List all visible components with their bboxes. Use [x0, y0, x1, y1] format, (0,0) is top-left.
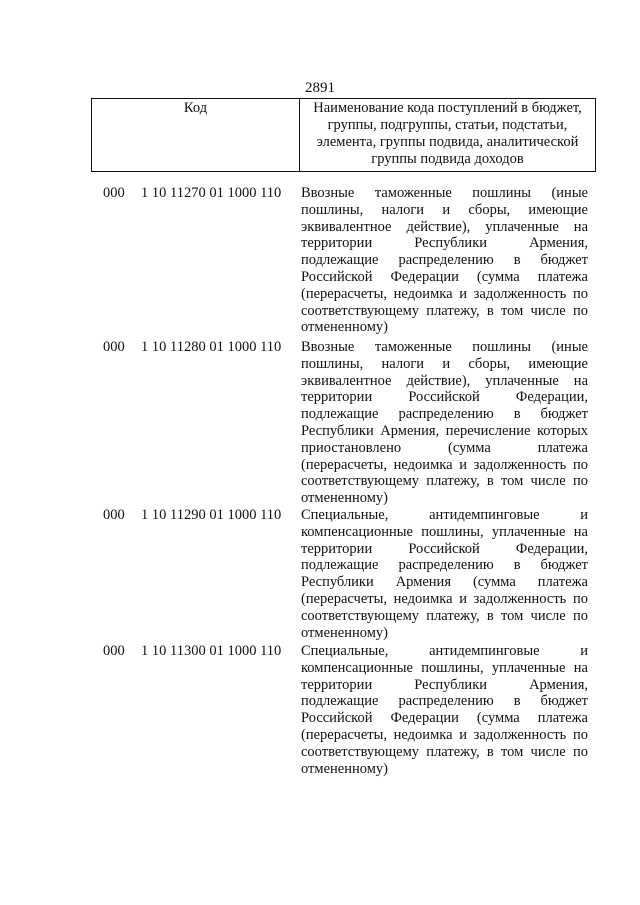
description-line: подлежащие распределению в бюджет — [301, 693, 588, 710]
page-number: 2891 — [305, 80, 335, 96]
description-line: компенсационные пошлины, уплаченные на — [301, 659, 588, 676]
description-line: Российской Федерации (сумма платежа — [301, 268, 588, 285]
header-name-cell — [300, 99, 595, 171]
description-line: соответствующему платежу, в том числе по — [301, 607, 588, 624]
description-line: территории Российской Федерации, — [301, 389, 588, 406]
description-line: (перерасчеты, недоимка и задолженность по — [301, 726, 588, 743]
header-name-line: группы, подгруппы, статьи, подстатьи, — [327, 117, 568, 133]
revenue-description — [301, 339, 588, 507]
revenue-description — [301, 185, 588, 336]
description-line: подлежащие распределению в бюджет — [301, 252, 588, 269]
header-name-line: Наименование кода поступлений в бюджет, — [313, 100, 582, 116]
description-line: отмененному) — [301, 490, 388, 507]
description-line: территории Республики Армения, — [301, 676, 588, 693]
description-line: Российской Федерации (сумма платежа — [301, 710, 588, 727]
revenue-description — [301, 507, 588, 641]
description-line: подлежащие распределению в бюджет — [301, 406, 588, 423]
description-line: компенсационные пошлины, уплаченные на — [301, 523, 588, 540]
admin-code: 000 — [103, 339, 125, 355]
description-line: Специальные, антидемпинговые и — [301, 643, 588, 659]
admin-code: 000 — [103, 643, 125, 659]
description-line: (перерасчеты, недоимка и задолженность по — [301, 456, 588, 473]
table-header — [91, 98, 596, 172]
description-line: отмененному) — [301, 624, 388, 641]
admin-code: 000 — [103, 185, 125, 201]
description-line: территории Российской Федерации, — [301, 540, 588, 557]
description-line: отмененному) — [301, 319, 388, 336]
description-line: соответствующему платежу, в том числе по — [301, 743, 588, 760]
description-line: территории Республики Армения, — [301, 235, 588, 252]
description-line: отмененному) — [301, 760, 388, 777]
description-line: Ввозные таможенные пошлины (иные — [301, 185, 588, 201]
description-line: пошлины, налоги и сборы, имеющие — [301, 201, 588, 218]
budget-classification-code: 1 10 11270 01 1000 110 — [141, 185, 282, 201]
description-line: Ввозные таможенные пошлины (иные — [301, 339, 588, 355]
budget-classification-code: 1 10 11300 01 1000 110 — [141, 643, 282, 659]
description-line: пошлины, налоги и сборы, имеющие — [301, 355, 588, 372]
description-line: Республики Армения (сумма платежа — [301, 574, 588, 591]
budget-classification-code: 1 10 11280 01 1000 110 — [141, 339, 282, 355]
revenue-description — [301, 643, 588, 777]
description-line: подлежащие распределению в бюджет — [301, 557, 588, 574]
description-line: эквивалентное действие), уплаченные на — [301, 218, 588, 235]
description-line: Специальные, антидемпинговые и — [301, 507, 588, 523]
description-line: (перерасчеты, недоимка и задолженность по — [301, 590, 588, 607]
header-name-line: группы подвида доходов — [371, 151, 524, 167]
description-line: (перерасчеты, недоимка и задолженность по — [301, 285, 588, 302]
budget-classification-code: 1 10 11290 01 1000 110 — [141, 507, 282, 523]
description-line: соответствующему платежу, в том числе по — [301, 302, 588, 319]
header-name-line: элемента, группы подвида, аналитической — [316, 134, 579, 150]
description-line: Республики Армения, перечисление которых — [301, 422, 588, 439]
admin-code: 000 — [103, 507, 125, 523]
header-code-cell: Код — [92, 99, 300, 171]
description-line: приостановлено (сумма платежа — [301, 439, 588, 456]
description-line: соответствующему платежу, в том числе по — [301, 473, 588, 490]
description-line: эквивалентное действие), уплаченные на — [301, 372, 588, 389]
